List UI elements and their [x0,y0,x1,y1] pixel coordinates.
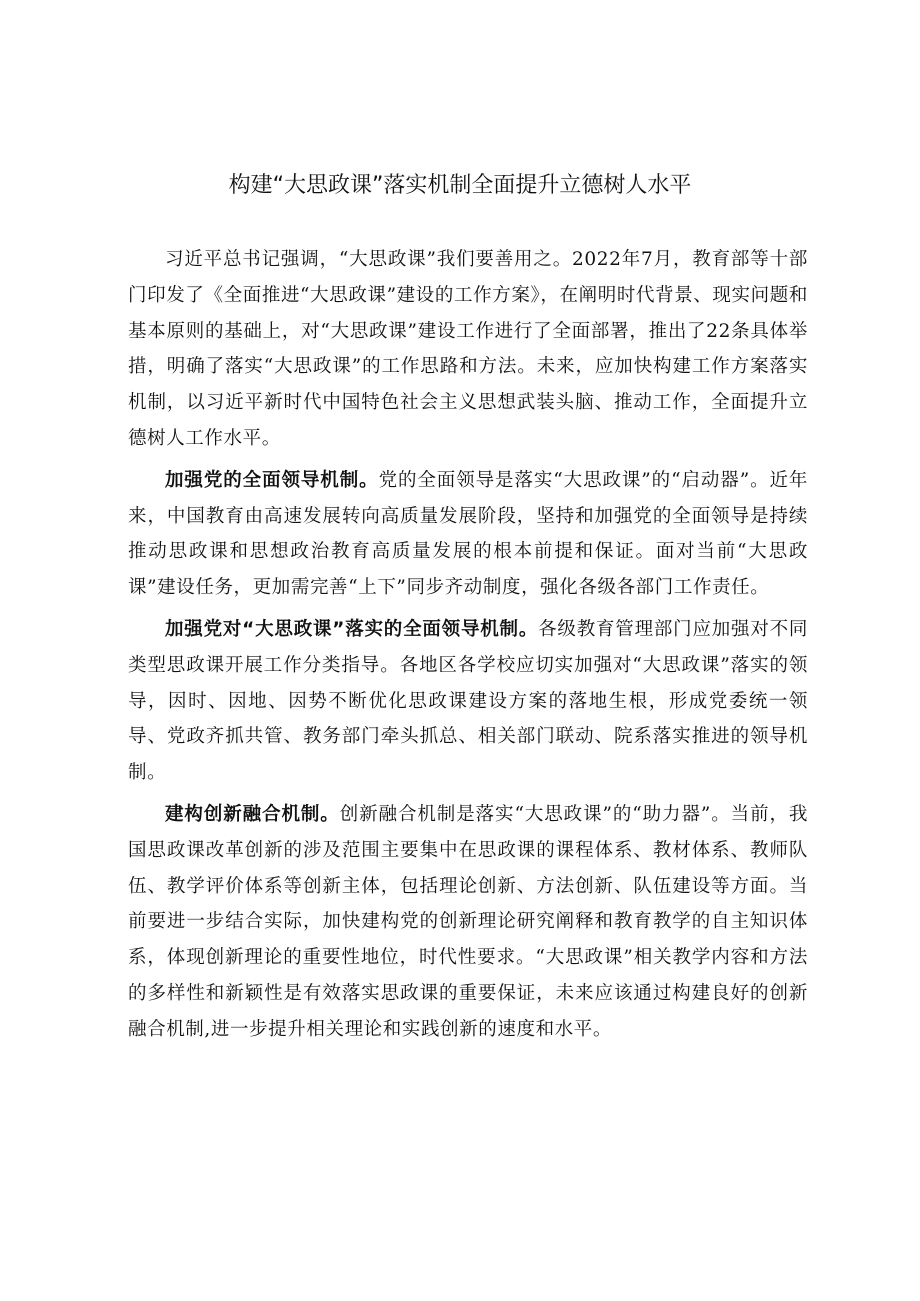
paragraph-heading: 建构创新融合机制。 [165,803,340,825]
paragraph-text: 各级教育管理部门应加强对不同类型思政课开展工作分类指导。各地区各学校应切实加强对“大思政课”落实的领导，因时、因地、因势不断优化思政课建设方案的落地生根，形成党委统一领导、党政齐抓共管、教务部门牵头抓总、相关部门联动、院系落实推进的领导机制。 [128,618,808,784]
paragraph-party-leadership [128,463,808,606]
paragraph-text: 党的全面领导是落实“大思政课”的“启动器”。近年来，中国教育由高速发展转向高质量发展阶段，坚持和加强党的全面领导是持续推动思政课和思想政治教育高质量发展的根本前提和保证。面对当前“大思政课”建设任务，更加需完善“上下”同步齐动制度，强化各级各部门工作责任。 [128,469,809,599]
paragraph-heading: 加强党的全面领导机制。 [165,469,379,491]
paragraph-implementation-leadership [128,612,808,791]
document-title: 构建“大思政课”落实机制全面提升立德树人水平 [228,173,692,198]
paragraph-heading: 加强党对“大思政课”落实的全面领导机制。 [165,618,539,640]
paragraph-text: 创新融合机制是落实“大思政课”的“助力器”。当前，我国思政课改革创新的涉及范围主要集中在思政课的课程体系、教材体系、教师队伍、教学评价体系等创新主体，包括理论创新、方法创新、队伍建设等方面。当前要进一步结合实际，加快建构党的创新理论研究阐释和教育教学的自主知识体系，体现创新理论的重要性地位，时代性要求。“大思政课”相关教学内容和方法的多样性和新颖性是有效落实思政课的重要保证，未来应该通过构建良好的创新融合机制,进一步提升相关理论和实践创新的速度和水平。 [128,803,809,1040]
paragraph-intro [128,242,808,457]
paragraph-text: 习近平总书记强调，“大思政课”我们要善用之。2022年7月，教育部等十部门印发了《全面推进“大思政课”建设的工作方案》，在阐明时代背景、现实问题和基本原则的基础上，对“大思政课”建设工作进行了全面部署，推出了22条具体举措，明确了落实“大思政课”的工作思路和方法。未来，应加快构建工作方案落实机制，以习近平新时代中国特色社会主义思想武装头脑、推动工作，全面提升立德树人工作水平。 [128,249,808,449]
paragraph-innovation-mechanism [128,797,808,1048]
document-body [128,242,808,1054]
